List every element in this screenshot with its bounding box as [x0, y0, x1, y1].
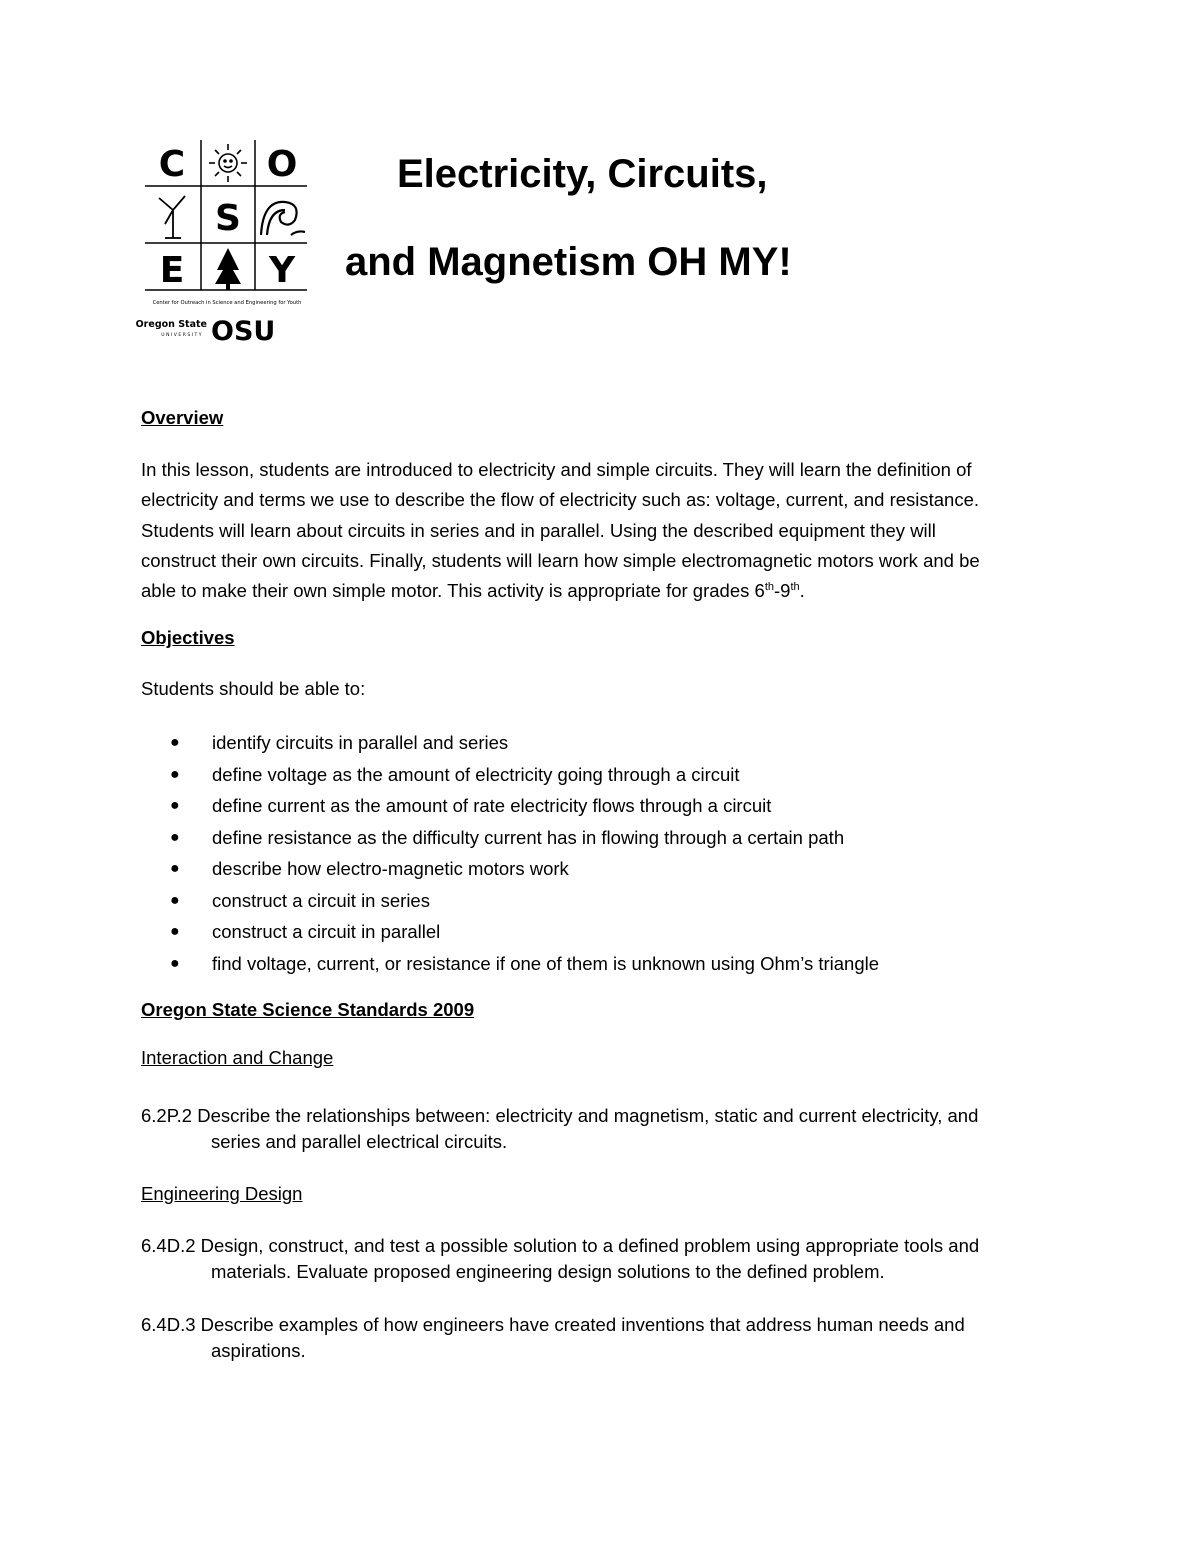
logo-letter-s: S	[215, 198, 241, 239]
standard-line: aspirations.	[211, 1340, 306, 1361]
overview-line: In this lesson, students are introduced to electricity and simple circuits. They will learn the definition of	[141, 459, 972, 480]
logo-letter-c: C	[158, 144, 186, 185]
logo-tagline: Center for Outreach in Science and Engineering for Youth	[152, 300, 302, 306]
overview-line: electricity and terms we use to describe the flow of electricity such as: voltage, current, and resistance.	[141, 489, 980, 511]
bullet-icon: ●	[170, 828, 180, 846]
list-item	[170, 853, 1070, 885]
grade-range-mid: -9	[774, 580, 791, 602]
standards-heading: Oregon State Science Standards 2009	[141, 999, 475, 1020]
grade-sup-end: th	[790, 581, 800, 594]
list-item	[170, 759, 1070, 791]
tree-icon	[215, 248, 241, 290]
wind-turbine-icon	[159, 196, 185, 238]
bullet-icon: ●	[170, 797, 180, 814]
standard-line: 6.4D.2 Design, construct, and test a possible solution to a defined problem using appropriate tools and	[141, 1235, 980, 1256]
list-item	[170, 790, 1070, 822]
logo-letter-o: O	[266, 144, 298, 185]
overview-line: construct their own circuits. Finally, students will learn how simple electromagnetic motors work and be	[141, 549, 980, 571]
logo-osu: OSU	[211, 316, 276, 347]
overview-end: .	[799, 580, 805, 602]
objectives-list	[170, 727, 1070, 979]
engineering-heading: Engineering Design	[141, 1183, 303, 1204]
bullet-icon: ●	[170, 734, 180, 751]
page-title-line1: Electricity, Circuits,	[397, 152, 768, 196]
list-item	[170, 916, 1070, 948]
objectives-heading: Objectives	[141, 627, 235, 648]
standard-line: 6.4D.3 Describe examples of how engineers have created inventions that address human needs and	[141, 1314, 965, 1335]
overview-paragraph	[141, 455, 1071, 606]
overview-heading: Overview	[141, 407, 224, 428]
bullet-icon: ●	[170, 765, 180, 783]
standard-line: materials. Evaluate proposed engineering design solutions to the defined problem.	[211, 1261, 885, 1282]
list-item-text: construct a circuit in parallel	[212, 921, 441, 942]
grade-sup-start: th	[764, 581, 774, 594]
list-item-text: find voltage, current, or resistance if one of them is unknown using Ohm’s triangle	[212, 952, 880, 974]
logo-letter-y: Y	[268, 250, 296, 291]
objectives-intro: Students should be able to:	[141, 678, 366, 699]
list-item	[170, 727, 1070, 759]
standard-6-2p-2	[141, 1103, 1071, 1155]
cosey-logo	[135, 140, 310, 347]
bullet-icon: ●	[170, 860, 180, 877]
list-item-text: define current as the amount of rate electricity flows through a circuit	[212, 795, 772, 816]
overview-line	[141, 576, 1071, 606]
list-item-text: describe how electro-magnetic motors work	[212, 858, 569, 879]
interaction-heading: Interaction and Change	[141, 1047, 334, 1068]
list-item-text: identify circuits in parallel and series	[212, 732, 509, 753]
bullet-icon: ●	[170, 954, 180, 972]
list-item	[170, 822, 1070, 854]
logo-university-sub: UNIVERSITY	[161, 333, 203, 338]
overview-line: Students will learn about circuits in series and in parallel. Using the described equipment they will	[141, 519, 936, 541]
logo-university-name: Oregon State	[135, 319, 207, 330]
list-item	[170, 885, 1070, 917]
standard-line: 6.2P.2 Describe the relationships between: electricity and magnetism, static and current electricity, and	[141, 1105, 979, 1126]
bullet-icon: ●	[170, 891, 180, 909]
list-item	[170, 948, 1070, 980]
sun-icon	[209, 144, 247, 182]
page-title-line2: and Magnetism OH MY!	[345, 240, 792, 284]
logo-letter-e: E	[159, 250, 185, 291]
standard-6-4d-3	[141, 1312, 1071, 1364]
overview-last-prefix: able to make their own simple motor. This activity is appropriate for grades 6	[141, 580, 765, 602]
cosey-logo-graphic	[135, 140, 310, 347]
list-item-text: construct a circuit in series	[212, 889, 430, 911]
wave-icon	[261, 202, 305, 235]
bullet-icon: ●	[170, 923, 180, 940]
list-item-text: define voltage as the amount of electricity going through a circuit	[212, 763, 740, 785]
standard-line: series and parallel electrical circuits.	[211, 1131, 508, 1152]
standard-6-4d-2	[141, 1233, 1071, 1285]
list-item-text: define resistance as the difficulty current has in flowing through a certain path	[212, 826, 845, 848]
